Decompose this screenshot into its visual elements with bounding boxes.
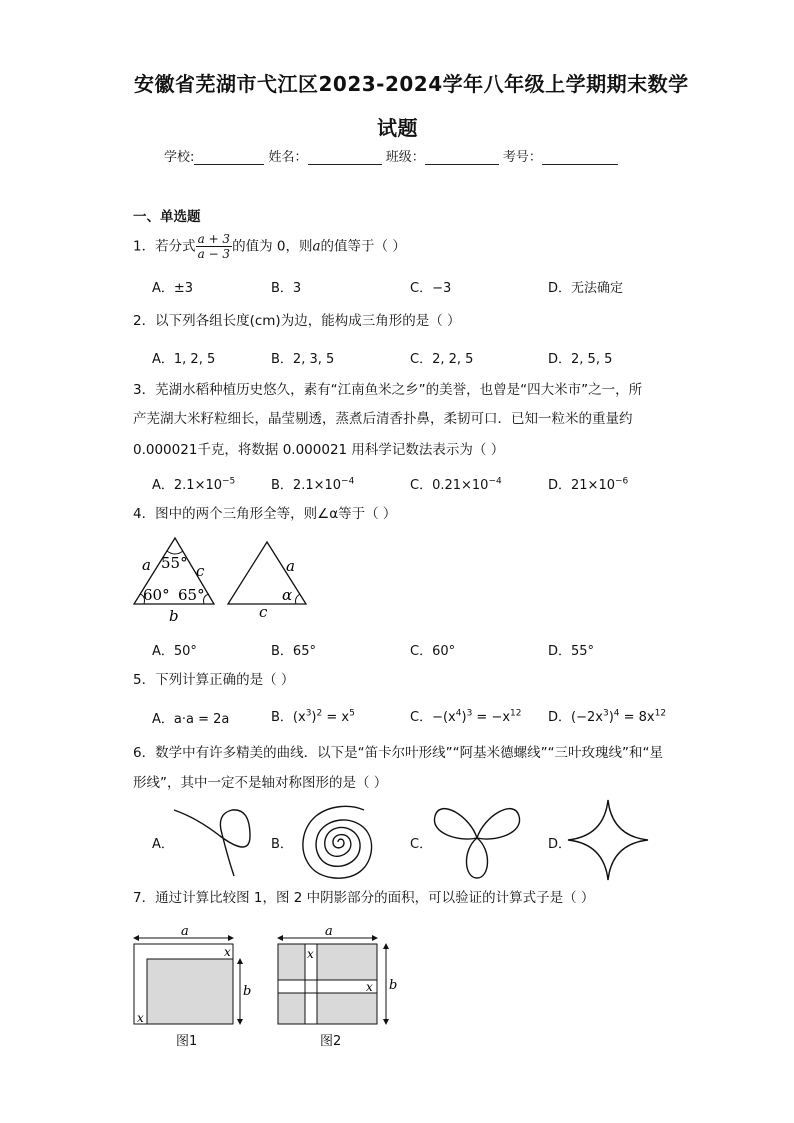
q1-option-a[interactable]: A．±3 [152,281,194,296]
exam-no-label: 考号： [502,150,542,165]
q5-d-e3: 12 [654,708,667,719]
tri1-angle-left: 60° [143,586,170,604]
question-4: 4．图中的两个三角形全等，则∠α等于（ ） [133,506,397,522]
q5-b-mid: ) [311,710,317,725]
q5-c-e1: 4 [455,708,462,719]
three-leaf-rose-curve [430,796,524,880]
q1-option-d[interactable]: D．无法确定 [548,281,624,296]
q5-d-e1: 3 [602,708,609,719]
name-label: 姓名： [268,150,308,165]
q5-d-e2: 4 [613,708,620,719]
q3-option-c[interactable] [410,474,502,493]
q4-triangles-figure [128,532,318,624]
fig2-label-a: a [325,924,333,939]
page-title-line1: 安徽省芜湖市弋江区2023-2024学年八年级上学期期末数学 [134,72,689,96]
q6-option-b[interactable]: B． [271,837,293,852]
q5-c-e2: 3 [466,708,473,719]
student-info-line [164,146,618,165]
q5-d-mid: ) [608,710,614,725]
q7-figure-1 [126,922,261,1032]
q3-a-base: A．2.1×10 [152,478,223,493]
q3-b-base: B．2.1×10 [271,478,342,493]
q5-d-post: = 8x [619,710,655,725]
q4-option-a[interactable]: A．50° [152,644,197,659]
q5-option-d[interactable] [548,706,666,725]
q1-prefix: 1．若分式 [133,238,196,255]
page-title-line2: 试题 [377,116,418,140]
archimedean-spiral-curve [288,800,388,884]
q5-c-post: = −x [472,710,511,725]
tri1-label-b: b [169,607,179,624]
question-1 [133,232,406,261]
q5-c-mid: ) [461,710,467,725]
q5-b-post: = x [322,710,350,725]
q1-fraction [196,232,232,261]
q1-middle: 的值为 0，则 [232,238,313,255]
tri2-label-a: a [286,557,295,575]
name-blank[interactable] [308,150,382,165]
school-blank[interactable] [194,150,264,165]
q4-option-c[interactable]: C．60° [410,644,456,659]
fig2-label-b: b [389,978,398,993]
tri1-label-c: c [196,562,205,580]
question-3-line3: 0.000021千克，将数据 0.000021 用科学记数法表示为（ ） [133,442,505,458]
q4-option-d[interactable]: D．55° [548,644,595,659]
q3-option-d[interactable] [548,474,628,493]
exam-no-blank[interactable] [542,150,618,165]
question-3-line2: 产芜湖大米籽粒细长，晶莹剔透，蒸煮后清香扑鼻，柔韧可口．已知一粒米的重量约 [133,411,633,427]
fig1-label-x-top: x [224,945,231,959]
fig1-label-b: b [243,984,252,999]
triangle-2-alpha-arc [296,594,301,604]
q1-suffix: 的值等于（ ） [320,238,406,255]
fig2-label-x-right: x [366,980,373,994]
tri1-angle-right: 65° [178,586,205,604]
q1-option-b[interactable]: B．3 [271,281,302,296]
question-6-line2: 形线”，其中一定不是轴对称图形的是（ ） [133,775,388,791]
q1-variable: a [312,238,321,255]
fig2-label-x-top: x [307,947,314,961]
question-6-line1: 6．数学中有许多精美的曲线．以下是“笛卡尔叶形线”“阿基米德螺线”“三叶玫瑰线”和“星 [133,745,664,761]
q3-b-exp: −4 [341,476,355,487]
section-heading: 一、单选题 [133,209,201,225]
q3-d-base: D．21×10 [548,478,615,493]
q7-figure-2 [270,922,410,1032]
class-blank[interactable] [425,150,499,165]
q6-option-d[interactable]: D． [548,837,572,852]
q5-c-pre: C．−(x [410,710,456,725]
question-3-line1: 3．芜湖水稻种植历史悠久，素有“江南鱼米之乡”的美誉，也曾是“四大米市”之一，所 [133,382,643,398]
q1-numerator: a + 3 [197,232,231,246]
q3-option-b[interactable] [271,474,354,493]
q3-d-exp: −6 [615,476,629,487]
tri1-angle-top: 55° [161,554,188,572]
q3-c-base: C．0.21×10 [410,478,489,493]
school-label: 学校: [164,150,195,165]
q6-option-a[interactable]: A． [152,837,174,852]
q5-c-e3: 12 [510,708,522,719]
q5-b-e3: 5 [349,708,355,719]
question-7: 7．通过计算比较图 1，图 2 中阴影部分的面积，可以验证的计算式子是（ ） [133,890,595,906]
q5-b-e1: 3 [305,708,312,719]
question-5: 5．下列计算正确的是（ ） [133,672,295,688]
folium-of-descartes-curve [172,800,262,880]
q2-option-d[interactable]: D．2, 5, 5 [548,352,613,367]
q1-denominator: a − 3 [197,247,231,261]
q5-option-a[interactable]: A．a·a = 2a [152,712,230,727]
q1-option-c[interactable]: C．−3 [410,281,452,296]
fig1-label-x-bottom: x [137,1011,144,1025]
fig1-caption: 图1 [176,1034,198,1049]
tri2-label-c: c [259,603,268,621]
q5-b-pre: B．(x [271,710,306,725]
q5-b-e2: 2 [316,708,323,719]
tri1-label-a: a [142,556,151,574]
q4-option-b[interactable]: B．65° [271,644,316,659]
q3-option-a[interactable] [152,474,235,493]
fig1-label-a: a [181,924,189,939]
fig2-caption: 图2 [320,1034,342,1049]
question-2: 2．以下列各组长度(cm)为边，能构成三角形的是（ ） [133,313,461,329]
tri2-label-alpha: α [282,586,293,604]
q6-option-c[interactable]: C． [410,837,433,852]
q5-option-b[interactable] [271,706,355,725]
q2-option-c[interactable]: C．2, 2, 5 [410,352,474,367]
q5-option-c[interactable] [410,706,522,725]
q3-c-exp: −4 [488,476,502,487]
q3-a-exp: −5 [222,476,236,487]
q5-d-pre: D．(−2x [548,710,603,725]
q2-option-a[interactable]: A．1, 2, 5 [152,352,216,367]
q2-option-b[interactable]: B．2, 3, 5 [271,352,335,367]
class-label: 班级： [385,150,425,165]
astroid-star-curve [566,798,650,882]
